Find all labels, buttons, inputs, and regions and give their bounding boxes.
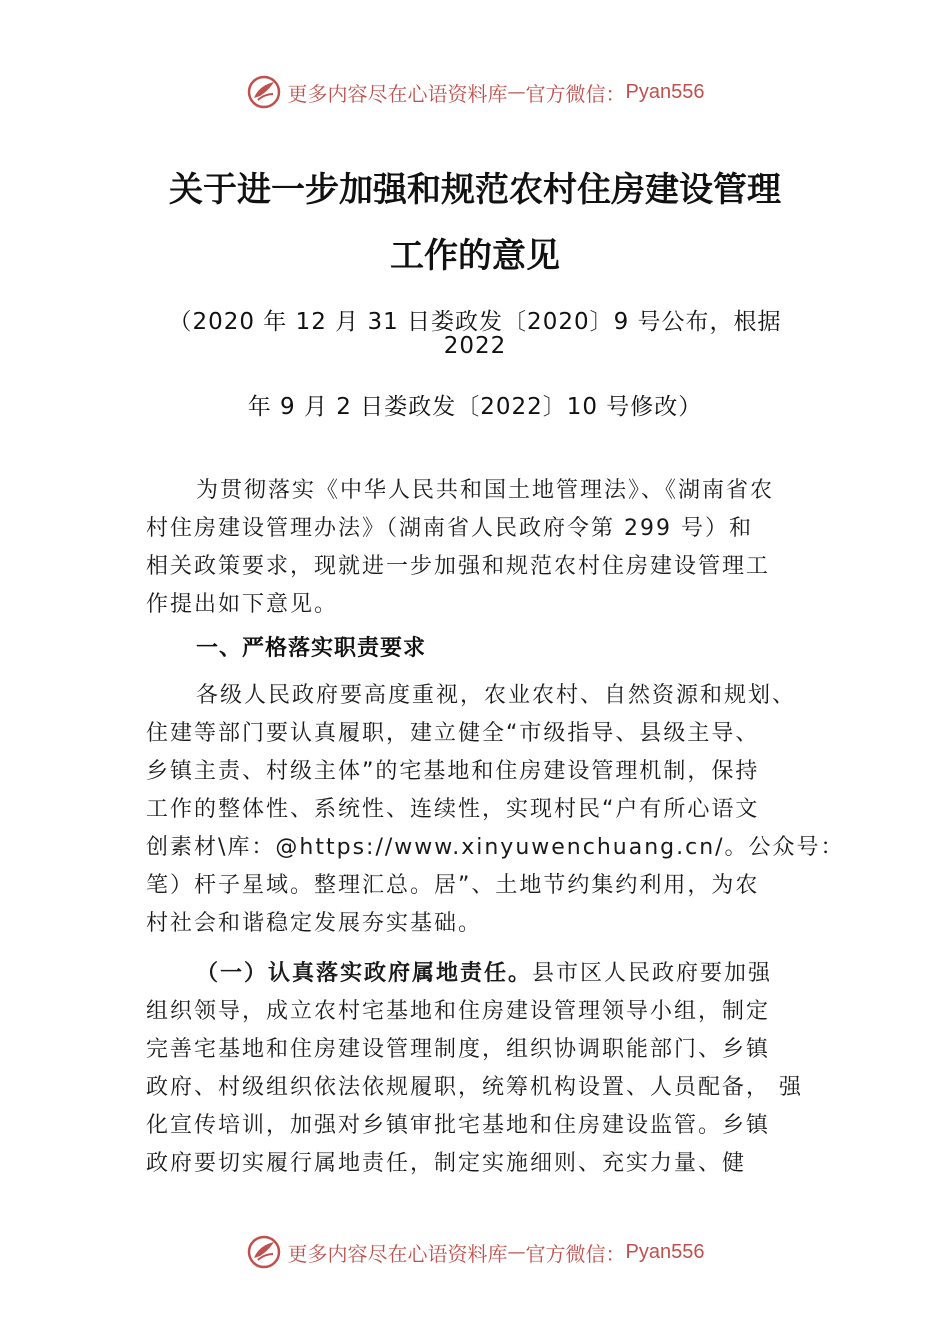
publication-line-1: （2020 年 12 月 31 日娄政发〔2020〕9 号公布，根据 [168, 309, 782, 335]
intro-paragraph [146, 472, 826, 624]
publication-line-3: 年 9 月 2 日娄政发〔2022〕10 号修改） [247, 394, 703, 420]
document-title-line-2: 工作的意见 [390, 236, 560, 276]
watermark-wechat-id: Pyan556 [625, 1240, 705, 1263]
watermark-separator: — [507, 1241, 526, 1263]
watermark-wechat-label: 官方微信： [525, 1241, 626, 1266]
paragraph-line: 住建等部门要认真履职，建立健全“市级指导、县级主导、 [146, 721, 760, 746]
header-watermark [0, 72, 950, 112]
paragraph-line: 为贯彻落实《中华人民共和国土地管理法》、《湖南省农 [196, 478, 775, 503]
phoenix-logo-icon [246, 1234, 282, 1270]
paragraph-line: 相关政策要求，现就进一步加强和规范农村住房建设管理工 [146, 554, 771, 579]
watermark-text: 更多内容尽在心语资料库 [287, 81, 508, 106]
watermark-separator: — [507, 81, 526, 103]
paragraph-line: 政府、村级组织依法依规履职，统筹机构设置、人员配备， 强 [146, 1075, 803, 1100]
paragraph-line: 完善宅基地和住房建设管理制度，组织协调职能部门、乡镇 [146, 1037, 771, 1062]
section-1-heading: 一、严格落实职责要求 [196, 636, 427, 661]
section-1-paragraph [146, 677, 845, 943]
paragraph-line: 政府要切实履行属地责任，制定实施细则、充实力量、健 [146, 1151, 747, 1176]
watermark-text: 更多内容尽在心语资料库 [287, 1241, 508, 1266]
paragraph-line: 笔）杆子星域。整理汇总。居”、土地节约集约利用，为农 [146, 873, 760, 898]
subsection-1-first-line-rest: 县市区人民政府要加强 [532, 961, 773, 986]
publication-line-2: 2022 [443, 333, 507, 359]
subsection-1-paragraph [146, 955, 826, 1183]
paragraph-line: 工作的整体性、系统性、连续性，实现村民“户有所心语文 [146, 797, 760, 822]
subsection-1-lead: （一）认真落实政府属地责任。 [196, 961, 533, 986]
footer-watermark [0, 1232, 950, 1272]
document-title-line-1: 关于进一步加强和规范农村住房建设管理 [169, 170, 781, 210]
paragraph-line: 组织领导，成立农村宅基地和住房建设管理领导小组，制定 [146, 999, 771, 1024]
watermark-wechat-id: Pyan556 [625, 80, 705, 103]
paragraph-line: 化宣传培训，加强对乡镇审批宅基地和住房建设监管。乡镇 [146, 1113, 771, 1138]
paragraph-line: 村社会和谐稳定发展夯实基础。 [146, 911, 483, 936]
paragraph-line: 作提出如下意见。 [146, 592, 339, 617]
paragraph-line: 各级人民政府要高度重视，农业农村、自然资源和规划、 [196, 683, 797, 708]
paragraph-line: 创素材\库：@https://www.xinyuwenchuang.cn/。公众号： [146, 835, 845, 860]
paragraph-line [146, 955, 826, 993]
paragraph-line: 乡镇主责、村级主体”的宅基地和住房建设管理机制，保持 [146, 759, 760, 784]
watermark-wechat-label: 官方微信： [525, 81, 626, 106]
phoenix-logo-icon [246, 74, 282, 110]
paragraph-line: 村住房建设管理办法》（湖南省人民政府令第 299 号）和 [146, 516, 753, 541]
